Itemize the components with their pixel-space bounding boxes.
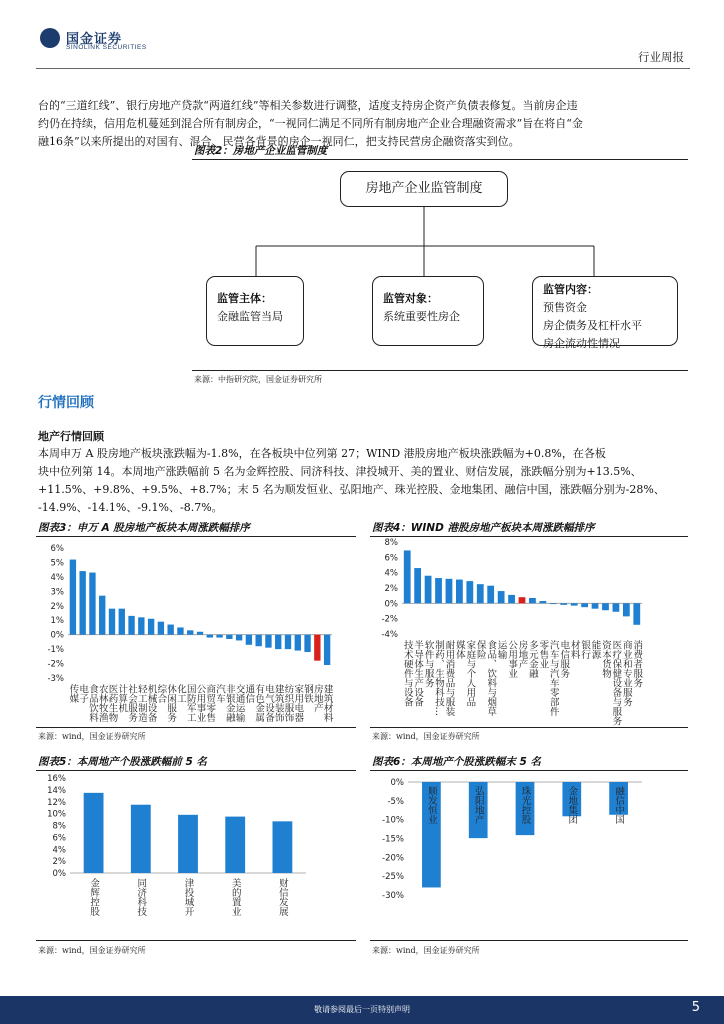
category-label: 通信 [243, 684, 255, 703]
category-label: 商贸零售 [204, 684, 216, 722]
fig6-chart [370, 772, 688, 938]
category-label: 顺发恒业 [425, 786, 437, 824]
bar [207, 635, 213, 638]
category-label: 银行 [579, 640, 591, 659]
category-label: 综合 [155, 684, 167, 703]
category-label: 轻工制造 [135, 684, 147, 722]
y-tick-label: 2% [50, 601, 64, 612]
y-tick-label: 2% [52, 857, 66, 868]
intro-line-3: 融16条”以来所提出的对国有、混合、民营各背景的房企一视同仁，把支持民营房企融资落实到位。 [38, 135, 520, 148]
fig2-title: 图表2：房地产企业监管制度 [194, 145, 328, 157]
y-tick-label: 14% [47, 785, 66, 796]
category-label: 软件与服务 [422, 640, 434, 688]
y-tick-label: 12% [47, 797, 66, 808]
fig2-source: 来源：中指研究院，国金证券研究所 [194, 375, 322, 384]
y-tick-label: 16% [47, 774, 66, 784]
bar [109, 609, 115, 635]
bar [623, 603, 630, 616]
y-tick-label: 4% [50, 572, 64, 583]
intro-line-1: 台的“三道红线”、银行房地产贷款“两道红线”等相关参数进行调整，适度支持房企资产负债表修复。当前房企违 [38, 99, 578, 112]
header-divider [36, 68, 690, 69]
category-label: 同济科技 [135, 878, 147, 916]
box-subject-body: 金融监管当局 [217, 310, 283, 323]
logo-subtitle: SINOLINK SECURITIES [66, 44, 147, 51]
y-tick-label: -30% [382, 891, 404, 901]
bar [314, 635, 320, 661]
category-label: 制药、生物科技… [433, 640, 445, 716]
bar [592, 603, 599, 608]
category-label: 机械设备 [145, 684, 157, 722]
y-tick-label: -3% [47, 674, 64, 684]
category-label: 有色金属 [253, 684, 265, 722]
fig5-chart [36, 772, 356, 938]
category-label: 融信中国 [613, 786, 625, 824]
bar [414, 568, 421, 603]
category-label: 房地产 [311, 684, 323, 713]
category-label: 电信服务 [558, 640, 570, 678]
category-label: 钢铁 [302, 684, 314, 703]
category-label: 计算机 [116, 684, 128, 713]
category-label: 化工 [174, 684, 186, 703]
bar [571, 603, 578, 605]
category-label: 休闲服务 [165, 684, 177, 722]
section-line-1: 本周申万 A 股房地产板块涨跌幅为-1.8%，在各板块中位列第 27；WIND 港股房地产板块涨跌幅为+0.8%，在各板 [38, 447, 606, 460]
category-label: 珠光控股 [519, 786, 531, 824]
bar [246, 635, 252, 645]
bar [425, 576, 432, 604]
category-label: 资本货物 [599, 640, 611, 678]
bar [508, 595, 515, 603]
bar [70, 560, 76, 635]
bar [446, 579, 453, 604]
y-tick-label: 1% [50, 616, 64, 627]
category-label: 弘阳地产 [472, 786, 484, 824]
bar [613, 603, 620, 611]
logo-name: 国金证券 [66, 32, 123, 47]
y-tick-label: 5% [50, 558, 64, 569]
y-tick-label: 8% [384, 538, 398, 548]
bar [84, 793, 104, 873]
bar [404, 550, 411, 603]
fig4-chart [370, 538, 688, 726]
box-content-title: 监管内容： [543, 283, 598, 296]
diagram-box-object [372, 276, 484, 346]
bar [498, 591, 505, 603]
category-label: 消费者服务 [631, 640, 643, 688]
category-label: 食品饮料 [86, 684, 98, 722]
category-label: 材料 [568, 640, 580, 659]
bar [148, 619, 154, 635]
category-label: 耐用消费品与服装 [443, 640, 455, 716]
y-tick-label: 4% [52, 845, 66, 856]
fig4-source: 来源：wind，国金证券研究所 [372, 732, 480, 741]
section-line-4: -14.9%、-14.1%、-9.1%、-8.7%。 [38, 501, 223, 514]
category-label: 房地产 [516, 640, 528, 669]
box-object-body: 系统重要性房企 [383, 310, 460, 323]
y-tick-label: -2% [47, 659, 64, 670]
y-tick-label: -10% [382, 815, 404, 826]
box-subject-title: 监管主体： [217, 292, 272, 305]
y-tick-label: 10% [47, 809, 66, 820]
bar [560, 603, 567, 605]
y-tick-label: -20% [382, 853, 404, 864]
category-label: 汽车 [214, 684, 226, 703]
bar [324, 635, 330, 665]
category-label: 保险 [474, 640, 486, 659]
y-tick-label: 2% [384, 584, 398, 594]
category-label: 农林牧渔 [96, 684, 108, 722]
y-tick-label: 6% [50, 544, 64, 554]
y-tick-label: -25% [382, 872, 404, 883]
bar [435, 578, 442, 603]
box-content-line-3: 房企流动性情况 [543, 337, 620, 350]
page-number: 5 [691, 1000, 700, 1015]
document-type: 行业周报 [638, 50, 684, 64]
bar [89, 573, 95, 635]
fig4-bottom-rule [370, 727, 688, 728]
fig3-source: 来源：wind，国金证券研究所 [38, 732, 146, 741]
y-tick-label: 0% [50, 630, 64, 641]
y-tick-label: 6% [384, 553, 398, 564]
fig3-title: 图表3：申万 A 股房地产板块本周涨跌幅排序 [38, 522, 250, 534]
fig6-title: 图表6：本周地产个股涨跌幅末 5 名 [372, 756, 541, 768]
fig6-top-rule [370, 770, 688, 771]
y-tick-label: -1% [47, 645, 64, 656]
category-label: 传媒 [67, 684, 79, 703]
fig6-source: 来源：wind，国金证券研究所 [372, 946, 480, 955]
category-label: 建筑材料 [321, 684, 333, 722]
category-label: 食品、饮料与烟草 [485, 640, 497, 716]
bar [487, 586, 494, 604]
category-label: 建筑装饰 [272, 684, 284, 722]
y-tick-label: 8% [52, 821, 66, 832]
bar [602, 603, 609, 610]
y-tick-label: -5% [387, 796, 404, 807]
bar [79, 571, 85, 635]
y-tick-label: -4% [381, 630, 398, 640]
bar [285, 635, 291, 649]
category-label: 医药生物 [106, 684, 118, 722]
bar [265, 635, 271, 648]
box-content-line-1: 预售资金 [543, 301, 587, 314]
fig4-top-rule [370, 536, 688, 537]
fig5-title: 图表5：本周地产个股涨跌幅前 5 名 [38, 756, 207, 768]
bar [226, 635, 232, 639]
y-tick-label: -2% [381, 614, 398, 625]
y-tick-label: -15% [382, 834, 404, 845]
fig2-bottom-rule [192, 370, 688, 371]
category-label: 半导体生产设备 [412, 640, 424, 707]
y-tick-label: 3% [50, 587, 64, 598]
category-label: 国防军工 [184, 684, 196, 722]
category-label: 公用事业 [194, 684, 206, 722]
bar [539, 601, 546, 603]
section-line-2: 块中位列第 14。本周地产涨跌幅前 5 名为金辉控股、同济科技、津投城开、美的置业、财信发展，涨跌幅分别为+13.5%、 [38, 465, 642, 478]
y-tick-label: 4% [384, 568, 398, 579]
bar [529, 598, 536, 603]
bar [272, 821, 292, 873]
category-label: 能源 [589, 640, 601, 659]
fig5-bottom-rule [36, 940, 356, 941]
bar [519, 597, 526, 603]
fig3-top-rule [36, 536, 356, 537]
bar [225, 817, 245, 873]
diagram-box-subject [206, 276, 304, 346]
y-tick-label: 0% [384, 599, 398, 610]
category-label: 家庭与个人用品 [464, 640, 476, 707]
bar [158, 622, 164, 635]
category-label: 金辉控股 [88, 878, 100, 916]
diagram-root-label: 房地产企业监管制度 [365, 181, 483, 196]
section-line-3: +11.5%、+9.8%、+9.5%、+8.7%；末 5 名为顺发恒业、弘阳地产、珠光控股、金地集团、融信中国，涨跌幅分别为-28%、 [38, 483, 665, 496]
bar [295, 635, 301, 651]
category-label: 非银金融 [223, 684, 235, 722]
category-label: 电子 [77, 684, 89, 703]
bar [131, 805, 151, 873]
y-tick-label: 0% [390, 778, 404, 788]
bar [633, 603, 640, 624]
bar [187, 630, 193, 634]
bar [197, 632, 203, 635]
category-label: 商业和专业服务 [620, 640, 632, 707]
category-label: 财信发展 [276, 878, 288, 916]
bar [99, 596, 105, 635]
fig3-bottom-rule [36, 727, 356, 728]
category-label: 医疗保健设备与服务 [610, 640, 622, 726]
category-label: 家用电器 [292, 684, 304, 722]
bar [119, 609, 125, 635]
category-label: 美的置业 [229, 878, 241, 916]
category-label: 电气设备 [262, 684, 274, 722]
bar [477, 584, 484, 603]
bar [236, 635, 242, 641]
bar [466, 581, 473, 603]
category-label: 媒体 [453, 640, 465, 659]
category-label: 纺织服饰 [282, 684, 294, 722]
y-tick-label: 6% [52, 833, 66, 844]
diagram-root-box [340, 171, 508, 207]
bar [275, 635, 281, 649]
section-title: 行情回顾 [38, 395, 94, 411]
footer-disclaimer: 敬请参阅最后一页特别声明 [314, 1005, 410, 1014]
bar [167, 625, 173, 635]
category-label: 多元金融 [526, 640, 538, 678]
intro-line-2: 约仍在持续，信用危机蔓延到混合所有制房企，“一视同仁满足不同所有制房地产企业合理融资需求”旨在将自“金 [38, 117, 583, 130]
y-tick-label: 0% [52, 869, 66, 879]
bar [456, 580, 463, 604]
diagram-box-content [532, 276, 678, 350]
fig3-chart [36, 538, 356, 726]
bar [178, 815, 198, 873]
bar [255, 635, 261, 647]
category-label: 技术硬件与设备 [401, 640, 413, 707]
bar [581, 603, 588, 607]
bar [138, 617, 144, 634]
fig5-source: 来源：wind，国金证券研究所 [38, 946, 146, 955]
category-label: 零售业 [537, 640, 549, 669]
fig5-top-rule [36, 770, 356, 771]
category-label: 津投城开 [182, 878, 194, 916]
fig6-bottom-rule [370, 940, 688, 941]
category-label: 金地集团 [566, 786, 578, 824]
bar [550, 603, 557, 604]
category-label: 公用事业 [506, 640, 518, 678]
bar [177, 627, 183, 634]
bar [216, 635, 222, 638]
section-subtitle: 地产行情回顾 [38, 430, 104, 443]
bar [128, 616, 134, 635]
logo-icon [40, 28, 60, 48]
category-label: 运输 [495, 640, 507, 659]
bar [304, 635, 310, 652]
fig4-title: 图表4：WIND 港股房地产板块本周涨跌幅排序 [372, 522, 595, 534]
box-content-line-2: 房企债务及杠杆水平 [543, 319, 642, 332]
category-label: 汽车与汽车零部件 [547, 640, 559, 716]
category-label: 社会服务 [126, 684, 138, 722]
box-object-title: 监管对象： [383, 292, 438, 305]
category-label: 交通运输 [233, 684, 245, 722]
